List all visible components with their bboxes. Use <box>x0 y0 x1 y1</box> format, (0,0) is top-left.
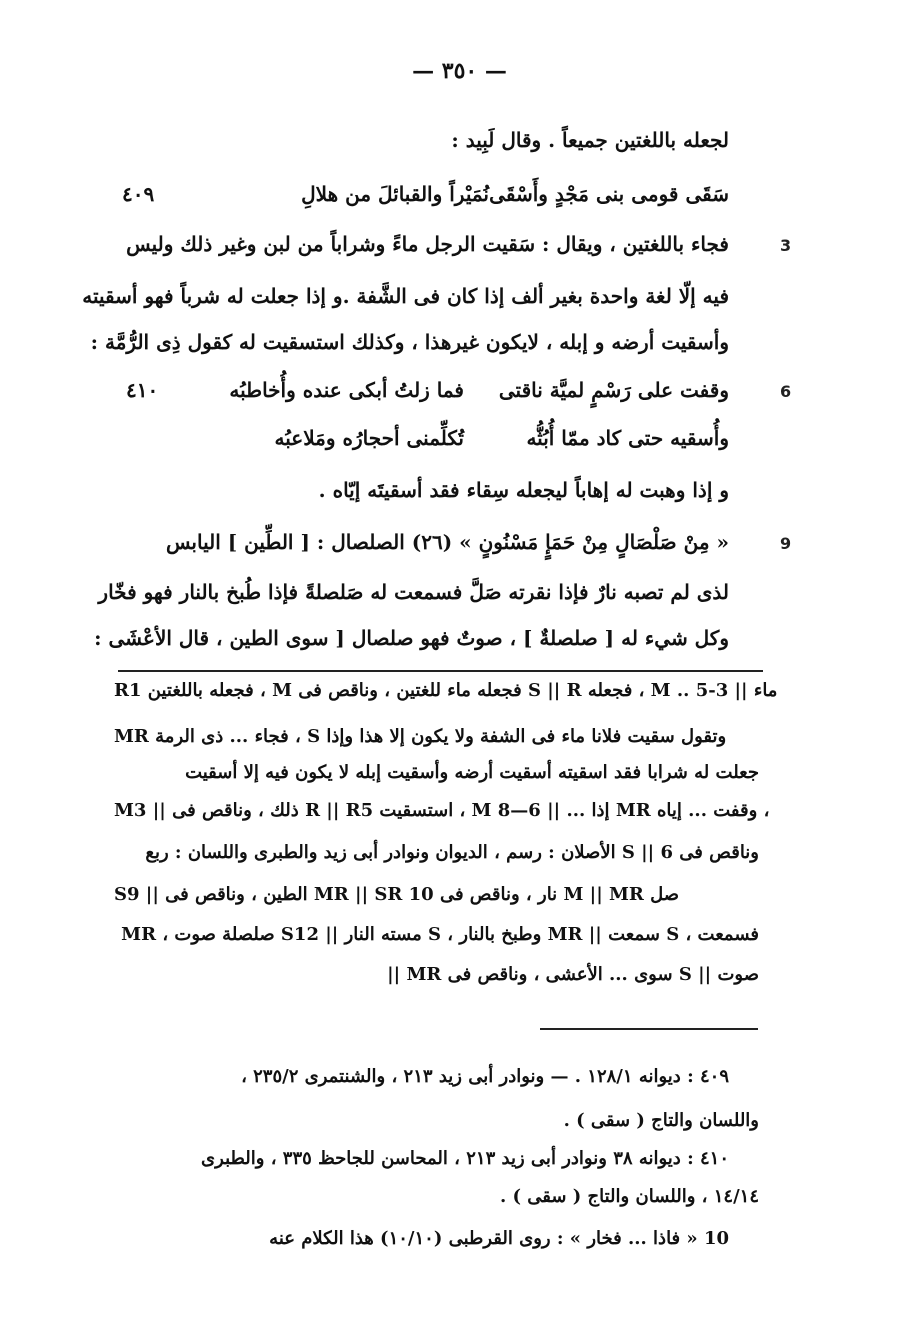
apparatus-line-1: R1 فجعله باللغتين ، M فجعله ماء للغتين ، وناقص فى S || R فجعله ، M .. ماء || 3-5 <box>114 680 778 701</box>
page-number: — ٣٥٠ — <box>412 58 507 84</box>
line-number-3: 3 <box>780 236 792 255</box>
apparatus-line-4: M3 || ذلك ، وناقص فى R || R5 استسقيت ، M إذا ... || 6—8 MR وقفت ... إياه ، <box>114 800 770 821</box>
line-number-9: 9 <box>780 534 792 553</box>
footnote-line-10: 10 « فاذا ... فخار » : روى القرطبى (١٠/١٠) هذا الكلام عنه <box>269 1228 729 1249</box>
apparatus-line-5: وناقص فى S || 6 الأصلان : رسم ، الديوان ونوادر أبى زيد والطبرى واللسان : ربع <box>145 842 759 863</box>
footnote-409-line-1: ٤٠٩ : ديوانه ١٢٨/١ . — ونوادر أبى زيد ٢١٣ ، والشنتمرى ٢٣٥/٢ ، <box>241 1066 729 1087</box>
line-number-6: 6 <box>780 382 792 401</box>
apparatus-line-8: صوت || S سوى ... الأعشى ، وناقص فى MR || <box>387 964 759 985</box>
footnote-divider <box>540 1028 758 1030</box>
verse-409-first-hemistich: سَقَى قومى بنى مَجْدٍ وأَسْقَى <box>489 182 729 206</box>
verse-409-second-hemistich: نُمَيْراً والقبائلَ من هلالِ <box>301 182 489 206</box>
text-line-10: لذى لم تصبه نارٌ فإذا نقرته صَلَّ فسمعت له صَلصلةً فإذا طُبخ بالنار فهو فخّار <box>98 580 729 604</box>
apparatus-line-7: فسمعت ، S سمعت || MR وطبخ بالنار ، S مسته النار || S12 صلصلة صوت ، MR <box>121 924 759 945</box>
verse-410-first-hemistich: وقفت على رَسْمٍ لميَّة ناقتى <box>498 378 729 402</box>
footnote-409-line-2: واللسان والتاج ( سقى ) . <box>563 1110 759 1131</box>
text-line-4: فيه إلّا لغة واحدة بغير ألف إذا كان فى الشَّفة .و إذا جعلت له شرباً فهو أسقيته <box>82 284 729 308</box>
text-line-9: « مِنْ صَلْصَالٍ مِنْ حَمَإٍ مَسْنُونٍ » (٢٦) الصلصال : [ الطِّين ] اليابس <box>165 530 729 554</box>
text-line-8: و إذا وهبت له إهاباً ليجعله سِقاء فقد أسقيتَه إيّاه . <box>318 478 729 502</box>
text-line-1: لجعله باللغتين جميعاً . وقال لَبِيد : <box>451 128 729 152</box>
footnote-410-line-1: ٤١٠ : ديوانه ٣٨ ونوادر أبى زيد ٢١٣ ، المحاسن للجاحظ ٣٣٥ ، والطبرى <box>201 1148 729 1169</box>
apparatus-divider <box>118 670 763 672</box>
text-line-3: فجاء باللغتين ، ويقال : سَقيت الرجل ماءً وشراباً من لبن وغير ذلك وليس <box>126 232 729 256</box>
verse-number-410: ٤١٠ <box>126 378 159 402</box>
verse-410b-first-hemistich: وأُسقيه حتى كاد ممّا أُبُثُّه <box>526 426 729 450</box>
apparatus-line-6: S9 || الطين ، وناقص فى MR || SR 10 نار ، وناقص فى M || MR صل <box>114 884 680 905</box>
apparatus-line-3: جعلت له شرابا فقد اسقيته أسقيت أرضه وأسقيت إبله لا يكون فيه إلا أسقيت <box>185 762 759 783</box>
verse-number-409: ٤٠٩ <box>122 182 155 206</box>
text-line-5: وأسقيت أرضه و إبله ، لايكون غيرهذا ، وكذلك استسقيت له كقول ذِى الرُّمَّة : <box>90 330 729 354</box>
verse-410-second-hemistich: فما زلتُ أبكى عنده وأُخاطبُه <box>229 378 464 402</box>
verse-410b-second-hemistich: تُكلِّمنى أحجارُه ومَلاعبُه <box>274 426 464 450</box>
text-line-11: وكل شيء له [ صلصلةٌ ] ، صوتٌ فهو صلصال [ سوى الطين ، قال الأعْشَى : <box>94 626 729 650</box>
apparatus-line-2: MR فجاء ... ذى الرمة ، S وتقول سقيت فلانا ماء فى الشفة ولا يكون إلا هذا وإذا <box>114 726 727 747</box>
footnote-410-line-2: ١٤/١٤ ، واللسان والتاج ( سقى ) . <box>499 1186 759 1207</box>
